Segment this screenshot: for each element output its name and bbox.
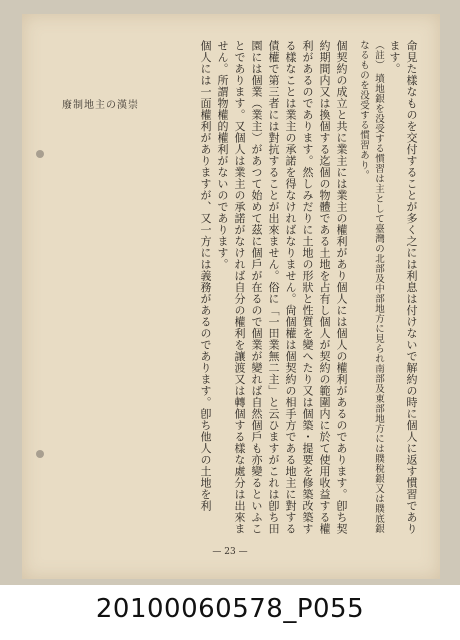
binding-hole [36, 450, 44, 458]
paragraph: 個契約の成立と共に業主には業主の權利があり個人には個人の權利があるのであります。卽ち契約期間内又は換個する迄個の物體である土地を占有し個人が契約の範圍内に於て使用收益する權利があるのであります。然しみだりに土地の形狀と性質を變へたり又は個築・提要を修築改築する樣なことは業主の承諾を得なければなりません。尙個權は個契約の相手方である地主に對する債權で第三者には對抗することが出來ません。俗に「一田業無二主」と云ひますがこれは卽ち田園には個業（業主）があつて始めて茲に個戶が在るので個業が變れば自然個戶も亦變るといふことであります。又個人は業主の承諾がなければ自分の權利を讓渡又は轉個する樣な處分は出來ません。所謂物權的權利がないのであります。 [216, 40, 348, 535]
vertical-text-body [56, 40, 420, 540]
paragraph: 命見た樣なものを交付することが多く之には利息は付けないで解約の時に個人に返す慣習であります。 [388, 40, 418, 535]
page-number: — 23 — [212, 547, 248, 557]
paragraph: 個人には一面權利がありますが、又一方には義務があるのであります。卽ち他人の土地を利 [199, 40, 212, 512]
annotation-note: （註） 墳地銀を没受する慣習は主として臺灣の北部及中部地方に見られ南部及東部地方には贌稅銀又は贌底銀なるものを没受する慣習あり。 [358, 40, 384, 534]
image-caption: 20100060578_P055 [95, 594, 365, 624]
binding-hole [36, 150, 44, 158]
running-head: 廢制地主の漢崇 [62, 100, 139, 111]
